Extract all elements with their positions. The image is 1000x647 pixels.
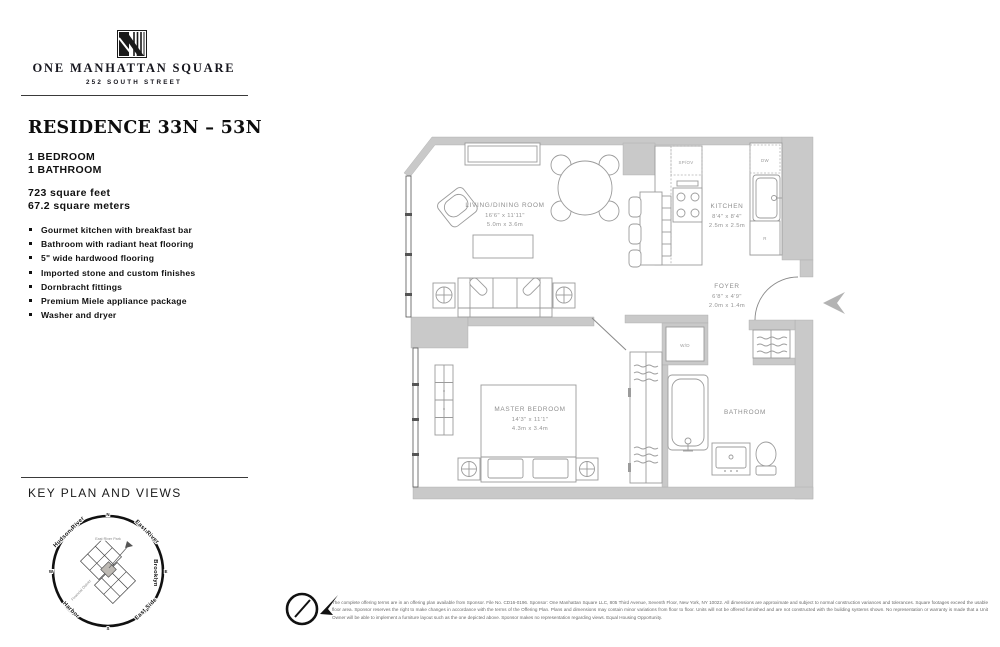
kitchen-dim-m: 2.5m x 2.5m bbox=[708, 223, 746, 229]
bar-stool bbox=[629, 197, 641, 217]
range bbox=[673, 188, 702, 222]
view-label-harbor: Harbor bbox=[61, 600, 81, 620]
foyer-dim-ft: 6'8" x 4'9" bbox=[712, 294, 742, 300]
kitchen-label: KITCHEN bbox=[710, 203, 744, 210]
breakfast-bar bbox=[629, 192, 662, 267]
view-label-east-side: East Side bbox=[133, 596, 159, 622]
bathroom-label: BATHROOM bbox=[723, 409, 767, 416]
inner-label-financial-district: Financial District bbox=[70, 579, 92, 602]
feature-list bbox=[28, 225, 243, 324]
feature-text: Bathroom with radiant heat flooring bbox=[41, 239, 194, 250]
foyer-closet bbox=[753, 330, 790, 358]
feature-text: Dornbracht fittings bbox=[41, 281, 123, 292]
entry-arrow-icon bbox=[823, 292, 845, 314]
feature-item bbox=[28, 239, 243, 249]
bedroom-count: 1 BEDROOM bbox=[28, 151, 96, 163]
key-plan-diagram bbox=[30, 505, 200, 641]
bedroom-door-swing bbox=[592, 318, 626, 350]
refrigerator-label: R bbox=[763, 236, 767, 241]
dining-table bbox=[551, 155, 619, 221]
living-room-label: LIVING/DINING ROOM bbox=[465, 202, 545, 209]
bullet-icon bbox=[29, 256, 32, 259]
window-wall-living bbox=[405, 176, 412, 317]
window-wall-bedroom bbox=[412, 348, 419, 487]
brand-address: 252 SOUTH STREET bbox=[85, 79, 183, 86]
view-label-brooklyn: Brooklyn bbox=[152, 559, 158, 587]
sink bbox=[753, 175, 780, 221]
bullet-icon bbox=[29, 285, 32, 288]
view-label-east-river: East River bbox=[133, 519, 160, 546]
drawer-stack bbox=[661, 196, 671, 256]
view-label-hudson-river: Hudson River bbox=[52, 515, 87, 550]
compass-s: S bbox=[106, 626, 110, 631]
bar-stool bbox=[629, 224, 641, 244]
master-bedroom-dim-ft: 14'3" x 11'1" bbox=[511, 417, 549, 423]
compass-n: N bbox=[106, 512, 110, 517]
view-direction-arrow-icon bbox=[125, 541, 133, 548]
keyplan-heading: KEY PLAN AND VIEWS bbox=[28, 486, 182, 500]
dresser bbox=[435, 365, 453, 435]
bar-stool bbox=[629, 250, 641, 267]
feature-text: Imported stone and custom finishes bbox=[41, 267, 196, 278]
master-bedroom-dim-m: 4.3m x 3.4m bbox=[511, 426, 549, 432]
bathroom-count: 1 BATHROOM bbox=[28, 164, 102, 176]
feature-item bbox=[28, 225, 243, 235]
tv-console bbox=[465, 143, 540, 165]
master-bedroom-label: MASTER BEDROOM bbox=[494, 406, 566, 413]
feature-item bbox=[28, 253, 243, 263]
residence-title: RESIDENCE 33N – 53N bbox=[28, 118, 262, 138]
feature-text: 5" wide hardwood flooring bbox=[41, 253, 155, 264]
kitchen-dim-ft: 8'4" x 8'4" bbox=[712, 214, 742, 220]
brand-logo-icon bbox=[117, 30, 147, 58]
feature-item bbox=[28, 310, 243, 320]
bathtub bbox=[668, 375, 708, 451]
pillow bbox=[488, 459, 523, 478]
nightstand-left bbox=[458, 458, 480, 480]
feature-item bbox=[28, 268, 243, 278]
feature-item bbox=[28, 296, 243, 306]
vanity-sink bbox=[712, 443, 750, 475]
speed-oven-label: SP/OV bbox=[678, 160, 694, 165]
dishwasher-label: DW bbox=[761, 158, 769, 163]
end-table-right bbox=[553, 283, 575, 308]
bullet-icon bbox=[29, 242, 32, 245]
building-footprint bbox=[80, 538, 135, 603]
divider-top bbox=[21, 95, 248, 96]
area-square-meters: 67.2 square meters bbox=[28, 200, 131, 212]
foyer-dim-m: 2.0m x 1.4m bbox=[708, 303, 746, 309]
bullet-icon bbox=[29, 299, 32, 302]
compass-e: E bbox=[164, 569, 168, 574]
inner-label-park: East River Park bbox=[95, 537, 121, 541]
brand-name: ONE MANHATTAN SQUARE bbox=[32, 61, 236, 75]
area-square-feet: 723 square feet bbox=[28, 187, 111, 199]
sofa bbox=[458, 276, 552, 317]
foyer-label: FOYER bbox=[714, 283, 740, 290]
living-room-dim-m: 5.0m x 3.6m bbox=[486, 222, 524, 228]
feature-item bbox=[28, 282, 243, 292]
bed bbox=[481, 385, 576, 482]
legal-disclaimer: The complete offering terms are in an offering plan available from Sponsor. File No. CD16-0196. Sponsor: One Manhattan Square LLC, 805 Third Avenue, Seventh Floor, New York, NY 10022. All dimensions are approximate and subject to normal construction variances and tolerances. Square footages exceed the usable floor area. Sponsor reserves the right to make changes in accordance with the terms of the Offering Plan. Plans and dimensions may contain minor variations from floor to floor. Units will not be offered furnished and are not constructed with the building systems shown. No representation or warranty is made that a Unit Owner will be able to implement a furniture layout such as the one depicted above. Sponsor makes no representation regarding views. Equal Housing Opportunity. bbox=[332, 600, 988, 620]
floor-plan bbox=[398, 118, 858, 518]
nightstand-right bbox=[576, 458, 598, 480]
coffee-table bbox=[473, 235, 533, 258]
bullet-icon bbox=[29, 271, 32, 274]
feature-text: Premium Miele appliance package bbox=[41, 295, 187, 306]
toilet bbox=[756, 442, 776, 475]
entry-door-swing bbox=[755, 277, 798, 320]
bullet-icon bbox=[29, 313, 32, 316]
bullet-icon bbox=[29, 228, 32, 231]
feature-text: Washer and dryer bbox=[41, 310, 117, 321]
feature-text: Gourmet kitchen with breakfast bar bbox=[41, 225, 193, 235]
end-table-left bbox=[433, 283, 455, 308]
pillow bbox=[533, 459, 568, 478]
living-room-dim-ft: 16'6" x 11'11" bbox=[485, 213, 525, 219]
washer-dryer-label: W/D bbox=[680, 343, 690, 348]
divider-keyplan bbox=[21, 477, 248, 478]
bedroom-closet bbox=[628, 352, 662, 483]
compass-w: W bbox=[48, 569, 54, 574]
